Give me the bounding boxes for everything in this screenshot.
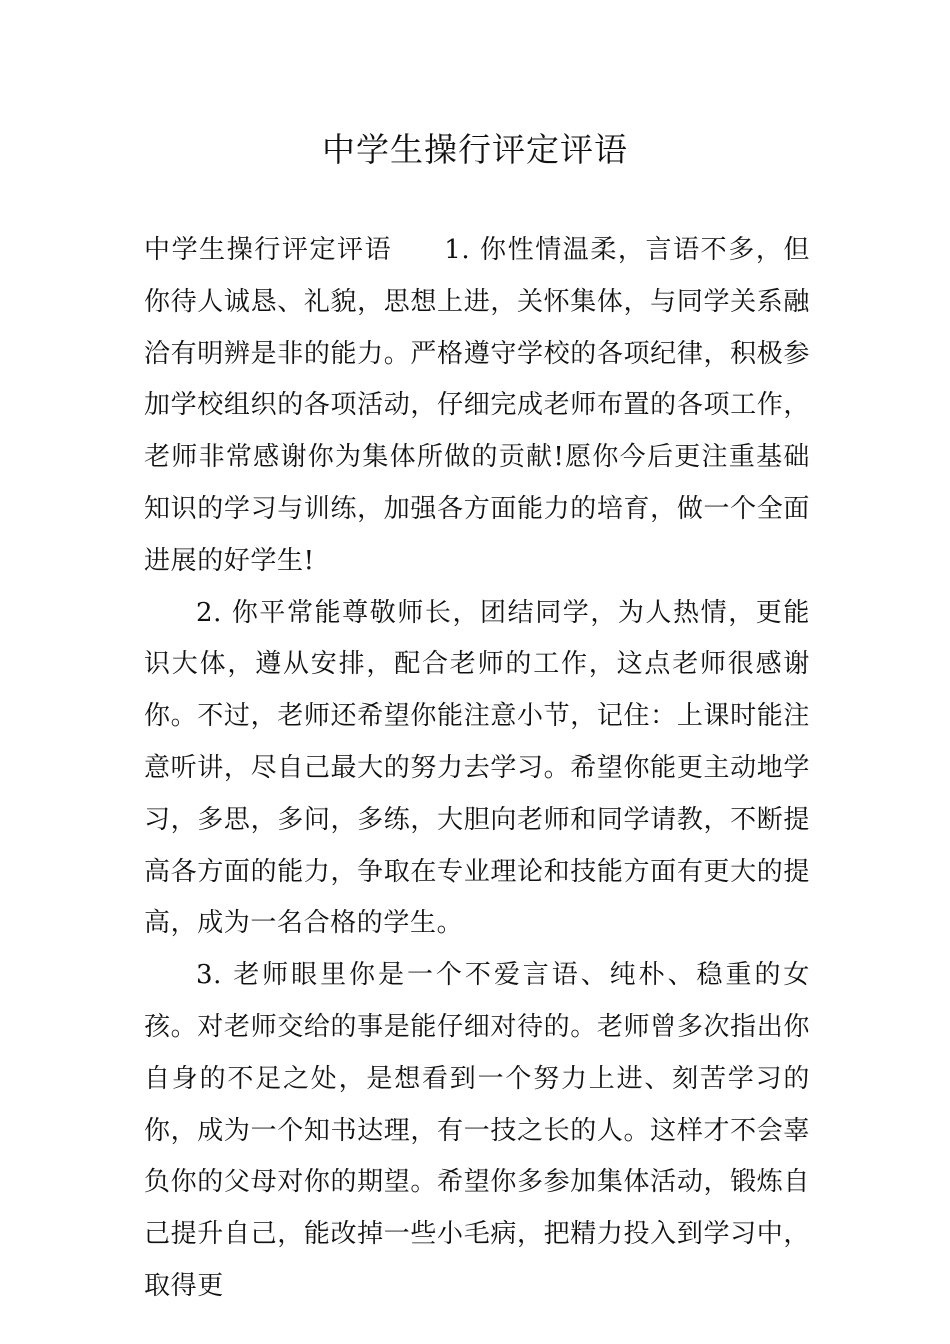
- paragraph-2: 2. 你平常能尊敬师长，团结同学，为人热情，更能识大体，遵从安排，配合老师的工作，这点老师很感谢你。不过，老师还希望你能注意小节，记住：上课时能注意听讲，尽自己最大的努力去学习。希望你能更主动地学习，多思，多问，多练，大胆向老师和同学请教，不断提高各方面的能力，争取在专业理论和技能方面有更大的提高，成为一名合格的学生。: [144, 597, 810, 939]
- document-body: [144, 225, 810, 1313]
- paragraph-3: 3. 老师眼里你是一个不爱言语、纯朴、稳重的女孩。对老师交给的事是能仔细对待的。老师曾多次指出你自身的不足之处，是想看到一个努力上进、刻苦学习的你，成为一个知书达理，有一技之长的人。这样才不会辜负你的父母对你的期望。希望你多参加集体活动，锻炼自己提升自己，能改掉一些小毛病，把精力投入到学习中，取得更: [144, 960, 810, 1301]
- paragraph-1-text: 1. 你性情温柔，言语不多，但你待人诚恳、礼貌，思想上进，关怀集体，与同学关系融洽有明辨是非的能力。严格遵守学校的各项纪律，积极参加学校组织的各项活动，仔细完成老师布置的各项工作，老师非常感谢你为集体所做的贡献!愿你今后更注重基础知识的学习与训练，加强各方面能力的培育，做一个全面进展的好学生!: [144, 235, 810, 576]
- lead-label: 中学生操行评定评语: [144, 235, 393, 265]
- document-title: 中学生操行评定评语: [322, 130, 628, 169]
- paragraph-1: [144, 225, 810, 588]
